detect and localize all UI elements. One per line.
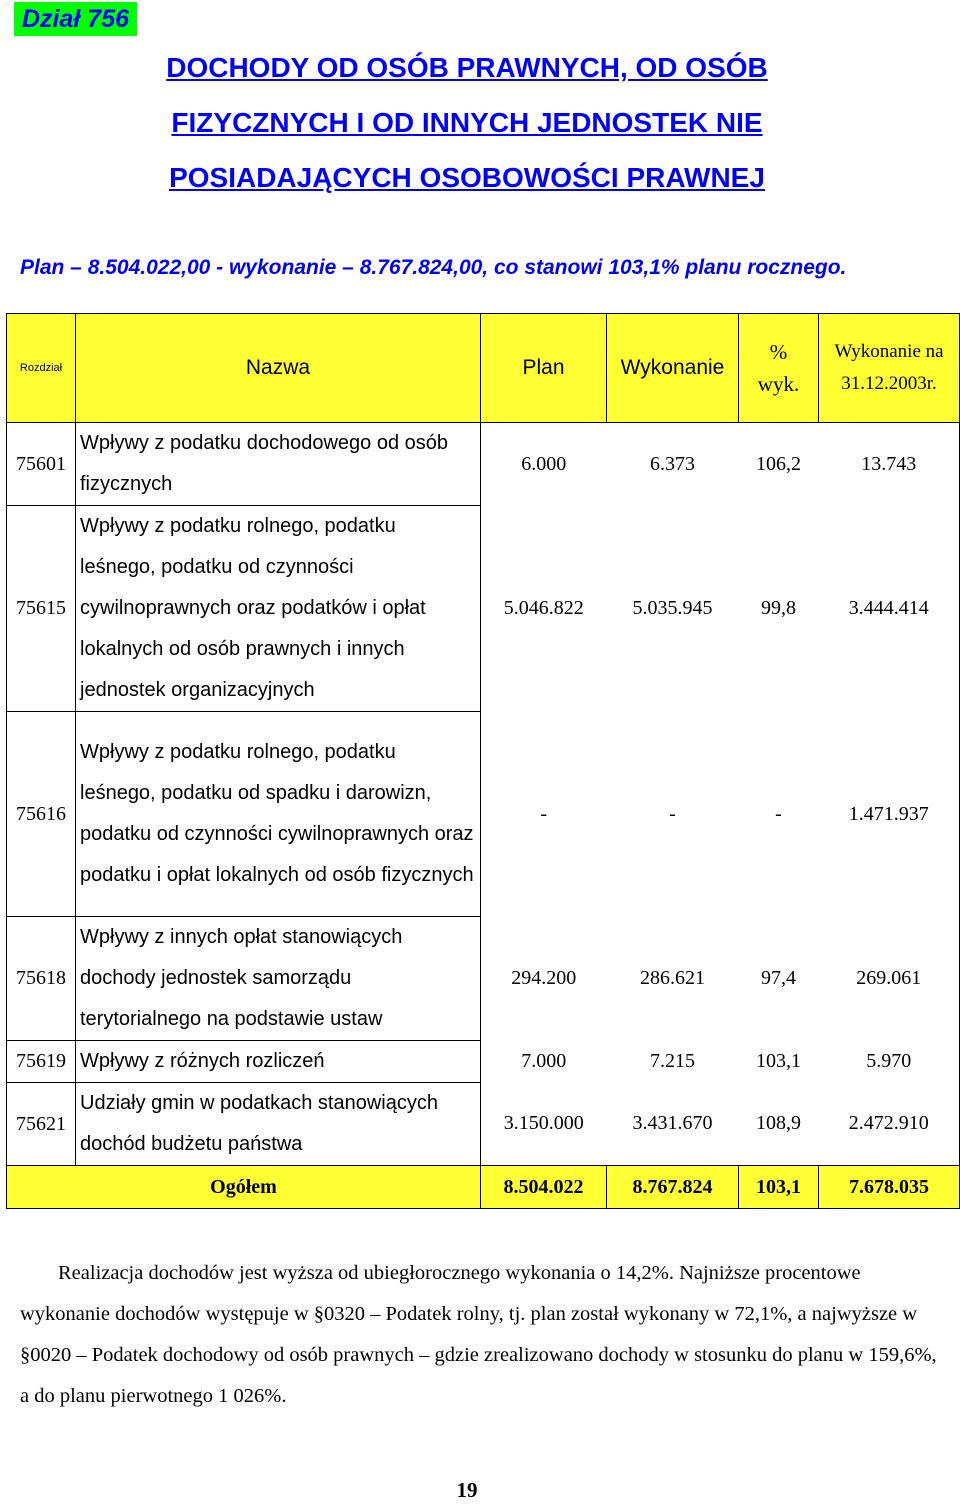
- header-wykonanie: Wykonanie: [607, 314, 739, 423]
- row-rozdzial: 75621: [7, 1083, 76, 1166]
- header-wyk2003-line2: 31.12.2003r.: [841, 373, 937, 394]
- row-percent: 103,1: [756, 1050, 801, 1072]
- header-wyk2003-line1: Wykonanie na: [834, 341, 944, 362]
- title-line-3: POSIADAJĄCYCH OSOBOWOŚCI PRAWNEJ: [169, 162, 765, 193]
- row-wykonanie-2003: 2.472.910: [819, 1083, 960, 1166]
- row-wykonanie: 286.621: [640, 967, 705, 989]
- row-wykonanie: 5.035.945: [632, 597, 713, 619]
- total-percent: 103,1: [739, 1166, 819, 1209]
- row-nazwa: Wpływy z podatku dochodowego od osób fizycznych: [76, 423, 481, 506]
- row-percent: -: [775, 802, 782, 825]
- total-label: Ogółem: [7, 1166, 481, 1209]
- row-wykonanie-2003: 1.471.937: [819, 712, 960, 917]
- row-percent: 97,4: [761, 967, 796, 989]
- header-percent: [739, 314, 819, 423]
- title-line-1: DOCHODY OD OSÓB PRAWNYCH, OD OSÓB: [166, 52, 768, 83]
- row-percent: 106,2: [756, 452, 801, 475]
- header-percent-line2: wyk.: [757, 372, 800, 396]
- budget-table: [6, 313, 960, 1209]
- row-plan: 3.150.000: [481, 1083, 607, 1166]
- row-rozdzial: 75601: [7, 423, 76, 506]
- row-wykonanie: 7.215: [650, 1050, 695, 1072]
- total-wykonanie-2003: 7.678.035: [819, 1166, 960, 1209]
- summary-paragraph: Realizacja dochodów jest wyższa od ubiegłorocznego wykonania o 14,2%. Najniższe procentowe wykonanie dochodów występuje w §0320 – Podatek rolny, tj. plan został wykonany w 72,1%, a najwyższe w §0020 – Podatek dochodowy od osób prawnych – gdzie zrealizowano dochody w stosunku do planu w 159,6%, a do planu pierwotnego 1 026%.: [20, 1262, 937, 1407]
- table-header-row: [7, 314, 960, 423]
- header-rozdzial: Rozdział: [7, 314, 76, 423]
- table-row: [7, 917, 960, 1041]
- row-wykonanie: 3.431.670: [632, 1112, 713, 1135]
- header-percent-line1: %: [769, 340, 788, 364]
- table-row: [7, 1083, 960, 1166]
- total-plan: 8.504.022: [481, 1166, 607, 1209]
- row-plan: 6.000: [481, 423, 607, 506]
- header-plan: Plan: [481, 314, 607, 423]
- row-rozdzial: 75618: [7, 917, 76, 1041]
- row-plan: -: [481, 712, 607, 917]
- row-rozdzial: 75619: [7, 1041, 76, 1083]
- row-percent: 99,8: [761, 597, 796, 619]
- row-rozdzial: 75615: [7, 506, 76, 712]
- row-nazwa: Wpływy z podatku rolnego, podatku leśnego, podatku od czynności cywilnoprawnych oraz podatków i opłat lokalnych od osób prawnych i innych jednostek organizacyjnych: [76, 506, 481, 712]
- row-wykonanie-2003: 5.970: [819, 1041, 960, 1083]
- row-nazwa: Wpływy z innych opłat stanowiących dochody jednostek samorządu terytorialnego na podstawie ustaw: [76, 917, 481, 1041]
- header-nazwa: Nazwa: [76, 314, 481, 423]
- total-row: [7, 1166, 960, 1209]
- row-nazwa: Udziały gmin w podatkach stanowiących dochód budżetu państwa: [76, 1083, 481, 1166]
- table-row: [7, 1041, 960, 1083]
- page-number: 19: [456, 1478, 478, 1502]
- row-wykonanie: -: [669, 802, 676, 825]
- table-row: [7, 423, 960, 506]
- header-wykonanie-2003: [819, 314, 960, 423]
- row-plan: 7.000: [481, 1041, 607, 1083]
- row-wykonanie: 6.373: [650, 452, 695, 475]
- section-label: Dział 756: [14, 2, 137, 36]
- row-plan: 294.200: [481, 917, 607, 1041]
- title-line-2: FIZYCZNYCH I OD INNYCH JEDNOSTEK NIE: [171, 107, 763, 138]
- row-nazwa: Wpływy z różnych rozliczeń: [76, 1041, 481, 1083]
- row-wykonanie-2003: 3.444.414: [819, 506, 960, 712]
- plan-summary: Plan – 8.504.022,00 - wykonanie – 8.767.824,00, co stanowi 103,1% planu rocznego.: [20, 256, 847, 279]
- row-rozdzial: 75616: [7, 712, 76, 917]
- row-wykonanie-2003: 269.061: [819, 917, 960, 1041]
- row-plan: 5.046.822: [481, 506, 607, 712]
- row-percent: 108,9: [756, 1112, 801, 1135]
- row-wykonanie-2003: 13.743: [819, 423, 960, 506]
- table-row: [7, 506, 960, 712]
- row-nazwa: Wpływy z podatku rolnego, podatku leśnego, podatku od spadku i darowizn, podatku od czynności cywilnoprawnych oraz podatku i opłat lokalnych od osób fizycznych: [76, 712, 481, 917]
- table-row: [7, 712, 960, 917]
- total-wykonanie: 8.767.824: [607, 1166, 739, 1209]
